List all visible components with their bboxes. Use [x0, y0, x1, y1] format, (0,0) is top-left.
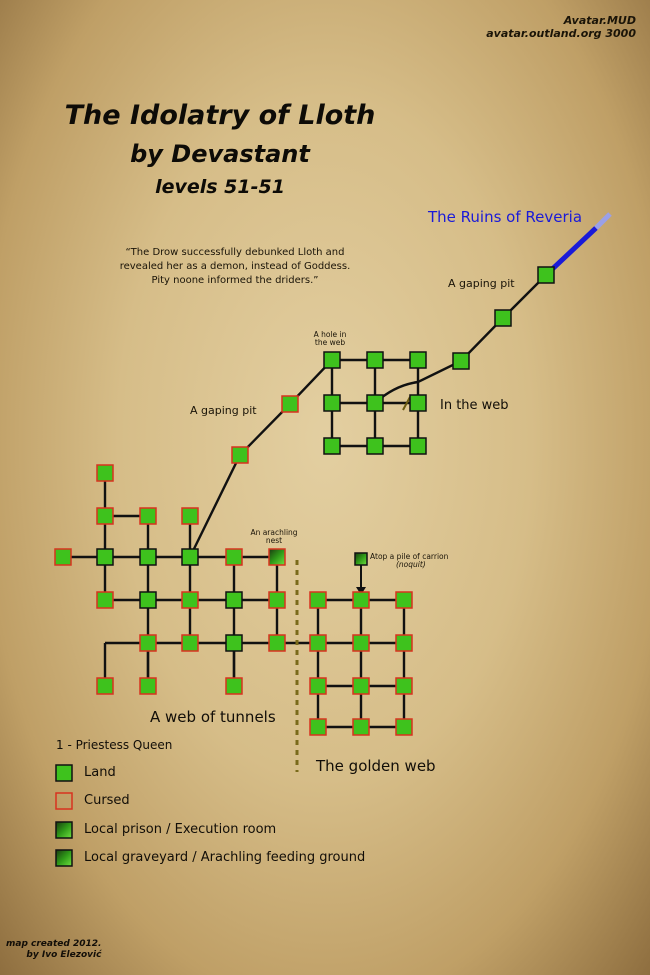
room-cursed-a: [97, 465, 113, 481]
label-hole-line-1: A hole in: [313, 330, 347, 339]
legend-land: Land: [84, 765, 116, 780]
credit-created: map created 2012.: [6, 939, 102, 949]
label-in-the-web: In the web: [440, 398, 509, 413]
room-nest: [269, 549, 285, 565]
legend-swatch-graveyard: [56, 850, 72, 866]
credits-bottom: [6, 939, 101, 961]
room-tunnel-5: [226, 592, 242, 608]
room-cursed-trunk-1: [282, 396, 298, 412]
room-cursed-f: [226, 549, 242, 565]
room-golden-5: [353, 635, 369, 651]
label-ruins: The Ruins of Reveria: [428, 208, 583, 226]
room-cursed-n: [140, 678, 156, 694]
label-nest: [242, 529, 306, 545]
exit-line-fade: [596, 214, 610, 228]
room-cursed-b: [97, 508, 113, 524]
label-nest-line-2: nest: [265, 536, 283, 545]
room-cursed-d: [182, 508, 198, 524]
legend-swatch-cursed: [56, 793, 72, 809]
room-tunnel-1: [97, 549, 113, 565]
label-carrion-line-1: Atop a pile of carrion: [370, 552, 449, 561]
label-hole-line-2: the web: [314, 338, 346, 347]
label-gaping-pit-upper: A gaping pit: [448, 277, 515, 290]
label-hole: [304, 331, 356, 347]
room-pit-2: [453, 353, 469, 369]
room-tunnel-4: [140, 592, 156, 608]
label-carrion-line-2: (noquit): [396, 560, 426, 569]
room-web-3: [324, 395, 340, 411]
room-golden-12: [396, 719, 412, 735]
room-web-8: [410, 438, 426, 454]
room-golden-10: [310, 719, 326, 735]
flavor-quote: [90, 246, 380, 288]
credits-top: [486, 14, 636, 40]
room-web-4: [367, 395, 383, 411]
label-web-of-tunnels: A web of tunnels: [150, 708, 276, 726]
map-title: The Idolatry of Lloth: [64, 100, 376, 131]
map-author: by Devastant: [130, 140, 310, 168]
room-hole: [324, 352, 340, 368]
legend-cursed: Cursed: [84, 793, 130, 808]
room-cursed-c: [140, 508, 156, 524]
map-levels: levels 51-51: [155, 176, 285, 198]
room-web-5: [410, 395, 426, 411]
room-ruins-entry: [538, 267, 554, 283]
room-web-1: [367, 352, 383, 368]
label-gaping-pit-lower: A gaping pit: [190, 404, 257, 417]
room-web-6: [324, 438, 340, 454]
legend-graveyard: Local graveyard / Arachling feeding ground: [84, 850, 366, 865]
room-tunnel-3: [182, 549, 198, 565]
credit-address: avatar.outland.org 3000: [486, 27, 636, 40]
room-cursed-h: [182, 592, 198, 608]
room-golden-7: [310, 678, 326, 694]
room-cursed-j: [140, 635, 156, 651]
room-web-7: [367, 438, 383, 454]
room-cursed-l: [269, 635, 285, 651]
room-cursed-i: [269, 592, 285, 608]
label-golden-web: The golden web: [316, 757, 436, 775]
room-golden-3: [396, 592, 412, 608]
room-tunnel-6: [226, 635, 242, 651]
quote-line-2: revealed her as a demon, instead of Goddess.: [119, 261, 351, 272]
quote-line-1: “The Drow successfully debunked Lloth and: [125, 247, 345, 258]
room-golden-9: [396, 678, 412, 694]
room-cursed-m: [97, 678, 113, 694]
legend-swatches: [56, 765, 72, 866]
legend-swatch-prison: [56, 822, 72, 838]
room-tunnel-2: [140, 549, 156, 565]
room-golden-4: [310, 635, 326, 651]
room-cursed-trunk-2: [232, 447, 248, 463]
room-golden-2: [353, 592, 369, 608]
room-carrion: [355, 553, 367, 565]
room-web-2: [410, 352, 426, 368]
label-carrion: [370, 553, 478, 569]
credit-game: Avatar.MUD: [563, 14, 636, 27]
room-golden-11: [353, 719, 369, 735]
legend-swatch-land: [56, 765, 72, 781]
quote-line-3: Pity noone informed the driders.”: [151, 275, 319, 286]
label-nest-line-1: An arachling: [250, 528, 298, 537]
room-cursed-o: [226, 678, 242, 694]
room-cursed-e: [55, 549, 71, 565]
room-cursed-k: [182, 635, 198, 651]
room-pit-1: [495, 310, 511, 326]
room-golden-8: [353, 678, 369, 694]
credit-author: by Ivo Elezović: [26, 950, 102, 960]
room-cursed-g: [97, 592, 113, 608]
room-golden-1: [310, 592, 326, 608]
legend-heading: 1 - Priestess Queen: [56, 738, 173, 752]
room-golden-6: [396, 635, 412, 651]
legend-prison: Local prison / Execution room: [84, 822, 277, 837]
